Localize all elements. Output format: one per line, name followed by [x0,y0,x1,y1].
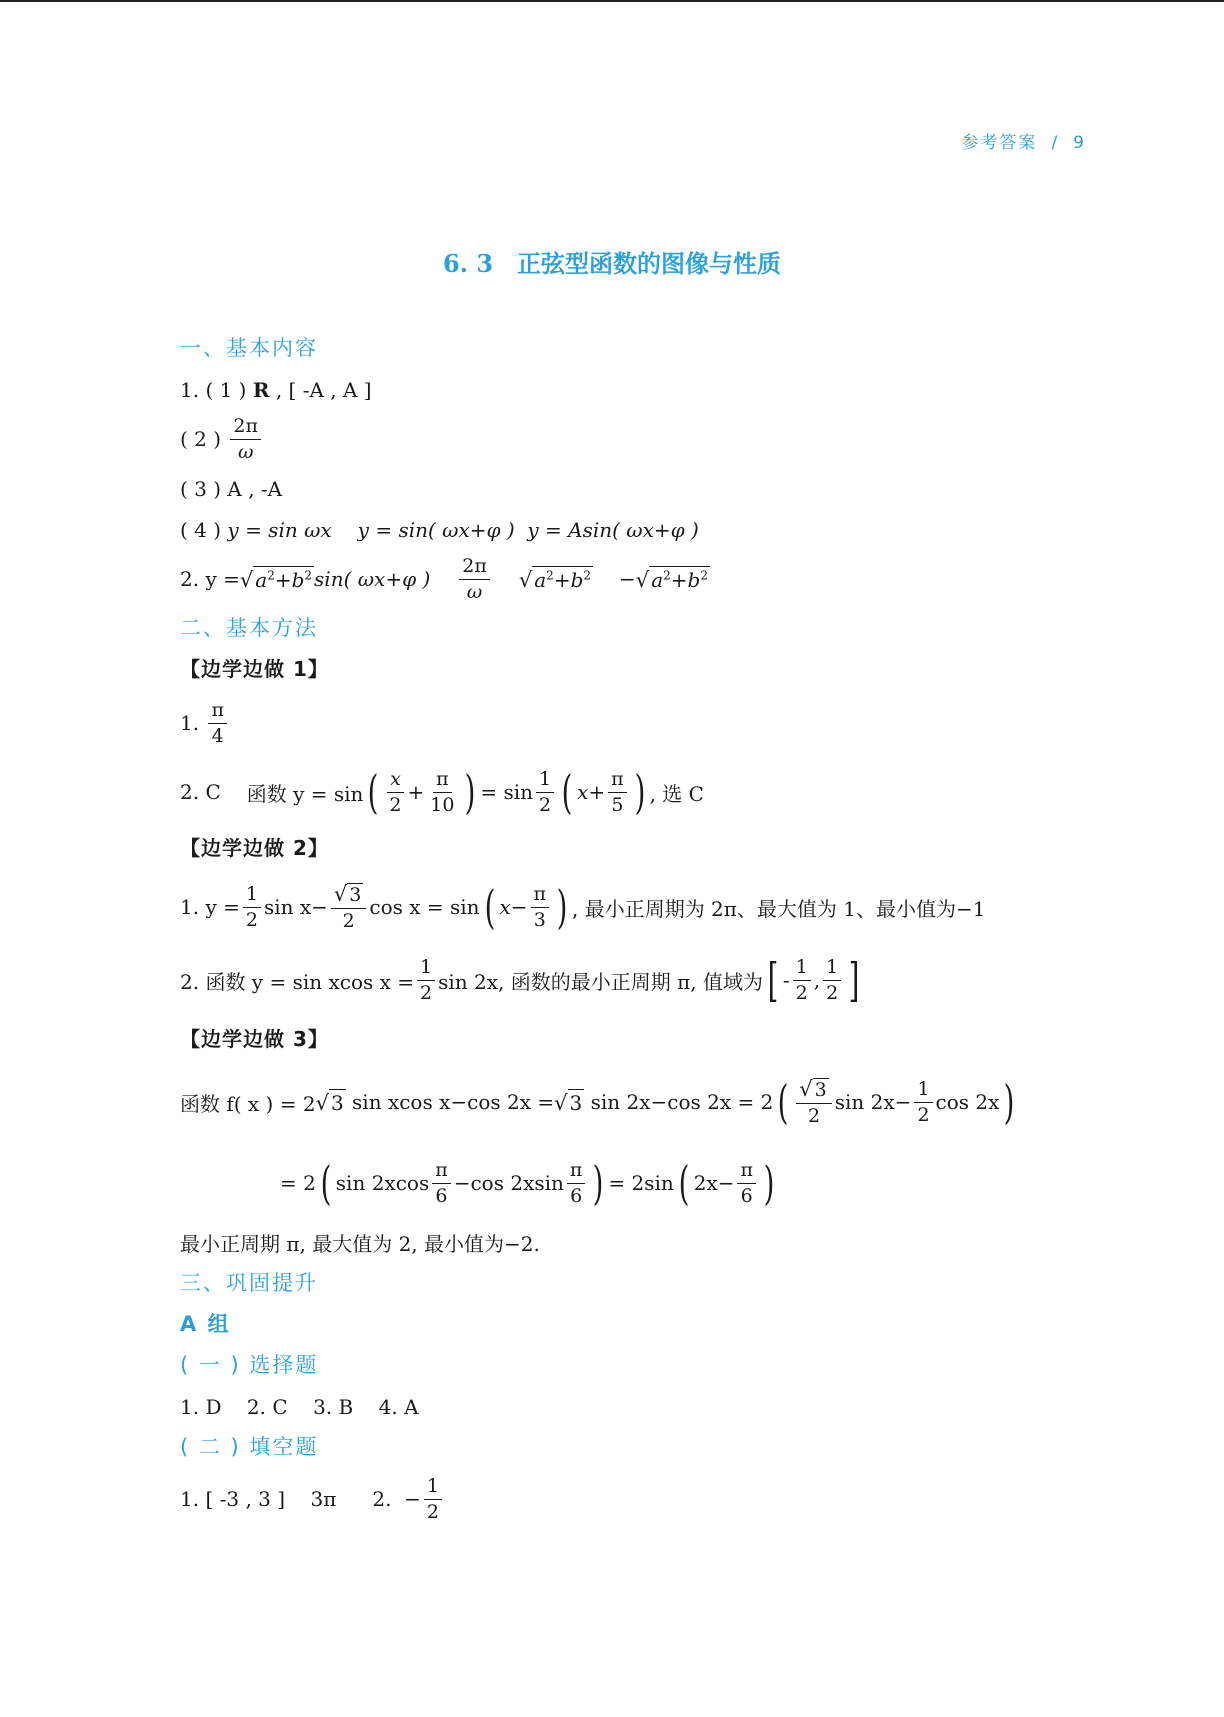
subheading-practice-3: 【边学边做 3】 [180,1027,329,1051]
group-label: A 组 [180,1312,231,1336]
content [180,328,1110,1530]
section-heading-basic-method: 二、基本方法 [180,616,318,640]
answer-line: ( 2 ) $\frac{2\pi}{\omega}$ [180,410,1110,468]
running-title: 参考答案 [961,133,1038,153]
fraction: √ 3 2 [796,1078,831,1127]
sqrt-expression: √ $a^2+b^2$ [635,568,708,592]
answer-line: = 2 ( sin 2xcos $\frac{\pi}{6}$ −cos 2xsin $\frac{\pi}{6}$ ) = 2sin ( 2x− $\frac{\pi}{6}$ ) [280,1156,775,1210]
fill-answers: 1. [ -3 , 3 ] 3π 2. − $\frac{1}{2}$ [180,1468,1110,1530]
fraction: $\frac{\pi}{6}$ [737,1160,756,1207]
fraction: $\frac{\pi}{4}$ [208,700,227,747]
answer-line: 1. ( 1 ) R , [ -A , A ] [180,377,372,402]
subheading-choice: ( 一 ) 选择题 [180,1353,319,1377]
page-title [0,244,1224,279]
sqrt-expression: √ $a^2+b^2$ [518,568,592,592]
page-number: 9 [1073,133,1086,153]
subheading-fill: ( 二 ) 填空题 [180,1435,319,1459]
fraction: $\frac{2\pi}{\omega}$ [230,416,261,463]
fraction: $\frac{\pi}{3}$ [531,884,550,931]
answer-line: ( 4 ) y = sin ωx y = sin( ωx+φ ) y = Asin( ωx+φ ) [180,517,699,542]
section-number: 6. 3 [442,249,494,278]
answer-line: 1. $\frac{\pi}{4}$ [180,690,1110,756]
answer-line: 2. C 函数 y = sin ( $\frac{x}{2}$ + $\frac{\pi}{10}$ ) = sin $\frac{1}{2}$ ( x+ $\frac{\pi}{5}$ ) , 选 C [180,765,704,819]
answer-line: 2. y = √ $a^2+b^2$ sin( ωx+φ ) $\frac{2\pi}{\omega}$ √ $a^2+b^2$ − √ $a^2+b^2$ [180,554,708,603]
fraction: $\frac{2\pi}{\omega}$ [459,556,490,603]
subheading-practice-2: 【边学边做 2】 [180,836,329,860]
fraction: $\frac{1}{2}$ [417,957,435,1004]
fraction: $\frac{1}{2}$ [424,1476,442,1523]
fraction: $\frac{1}{2}$ [823,957,841,1004]
section-heading-consolidation: 三、巩固提升 [180,1271,318,1295]
answer-line: 1. y = $\frac{1}{2}$ sin x− √ 3 2 cos x = sin ( x− $\frac{\pi}{3}$ ) , 最小正周期为 2π、最大值为 1、最小值为−1 [180,880,986,934]
top-rule [0,0,1224,2]
sqrt-expression: √ $a^2+b^2$ [239,568,313,592]
fraction: $\frac{\pi}{6}$ [432,1160,451,1207]
header-separator: / [1051,133,1060,153]
fraction: $\frac{1}{2}$ [793,957,811,1004]
fraction: $\frac{x}{2}$ [386,769,404,816]
fraction: $\frac{\pi}{10}$ [430,767,455,816]
fraction: $\frac{1}{2}$ [914,1079,932,1126]
subheading-practice-1: 【边学边做 1】 [180,657,329,681]
section-title: 正弦型函数的图像与性质 [517,249,782,278]
fraction: $\frac{\pi}{5}$ [608,769,627,816]
fraction: $\frac{1}{2}$ [536,769,554,816]
running-header [961,128,1086,153]
answer-line: ( 3 ) A , -A [180,476,283,501]
section-heading-basic-content: 一、基本内容 [180,336,318,360]
answer-line: 2. 函数 y = sin xcos x = $\frac{1}{2}$ sin 2x, 函数的最小正周期 π, 值域为 [ - $\frac{1}{2}$ , $\frac{1}{2}$ ] [180,953,860,1007]
fraction: $\frac{\pi}{6}$ [567,1160,586,1207]
answer-line: 最小正周期 π, 最大值为 2, 最小值为−2. [180,1232,540,1256]
choice-answers: 1. D 2. C 3. B 4. A [180,1394,419,1419]
fraction: √ 3 2 [331,883,366,932]
fraction: $\frac{1}{2}$ [243,884,261,931]
answer-line: 函数 f( x ) = 2 √ 3 sin xcos x−cos 2x = √ 3 sin 2x−cos 2x = 2 ( √ 3 2 sin 2x− $\frac{1}{2}$ cos 2x ) [180,1075,1015,1129]
